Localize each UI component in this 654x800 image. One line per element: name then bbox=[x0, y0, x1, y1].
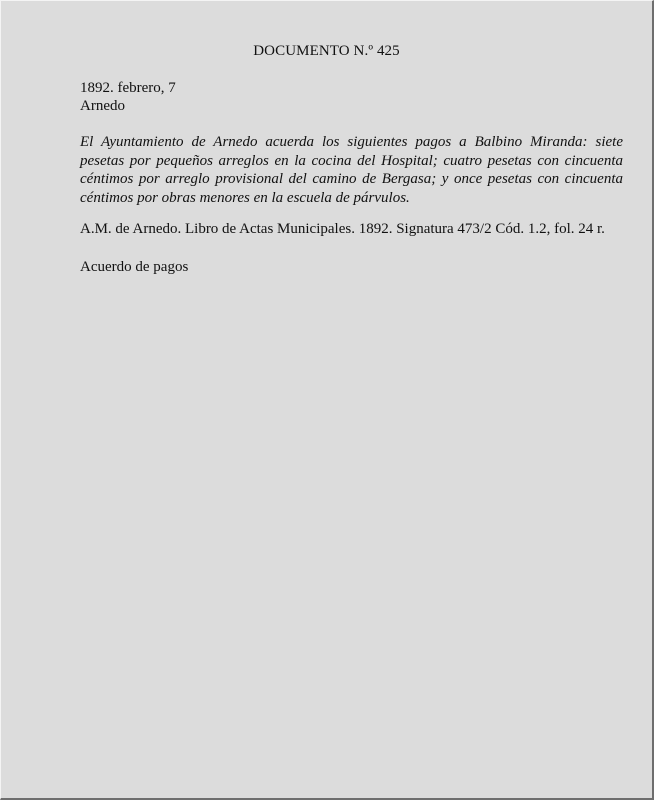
document-place: Arnedo bbox=[80, 98, 125, 114]
document-source: A.M. de Arnedo. Libro de Actas Municipales. 1892. Signatura 473/2 Cód. 1.2, fol. 24 r. bbox=[80, 221, 605, 237]
document-summary: El Ayuntamiento de Arnedo acuerda los siguientes pagos a Balbino Miranda: siete pesetas por pequeños arreglos en la cocina del Hospital; cuatro pesetas con cincuenta céntimos por arreglo provisional del camino de Bergasa; y once pesetas con cincuenta céntimos por obras menores en la escuela de párvulos. bbox=[80, 134, 623, 206]
document-title: DOCUMENTO N.º 425 bbox=[253, 43, 400, 59]
document-type: Acuerdo de pagos bbox=[80, 259, 189, 275]
document-date: 1892. febrero, 7 bbox=[80, 80, 176, 96]
